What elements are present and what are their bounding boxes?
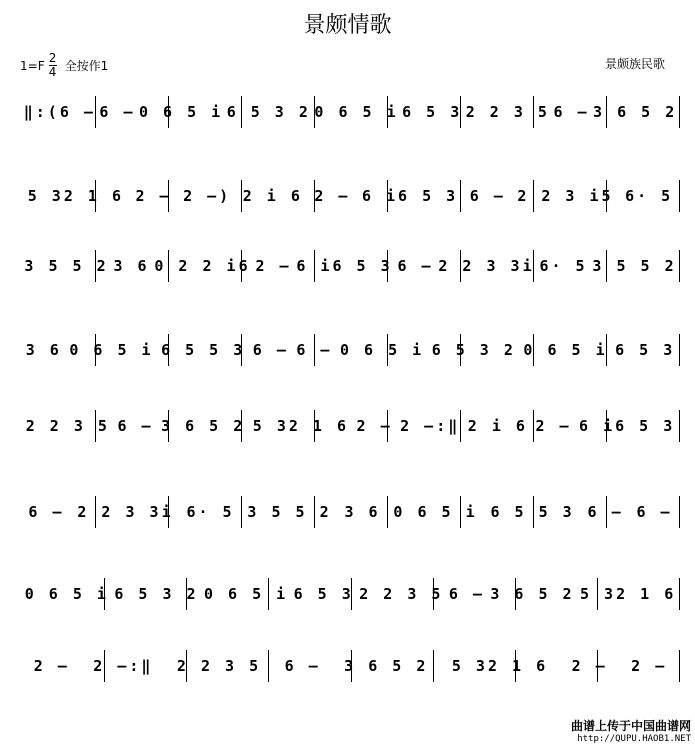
measure: 2 i 6 <box>467 417 528 435</box>
measure: 2 – <box>535 417 572 435</box>
measure-line <box>22 654 679 678</box>
measure: 2 – <box>356 417 393 435</box>
measure: 6 i6 5 3 <box>296 257 393 275</box>
measure: 2 – <box>135 187 172 205</box>
measure: 3 6 <box>113 257 150 275</box>
measure-line <box>22 500 679 524</box>
measure: 0 6 5 i <box>24 585 109 603</box>
measure: 6 5 3 <box>615 341 676 359</box>
measure-line <box>22 582 679 606</box>
measure: 6 5 3 2 <box>431 341 516 359</box>
measure: 6 5 5 3 <box>161 341 246 359</box>
measure: 3 6 5 2 <box>593 103 678 121</box>
measure: 2 – <box>255 257 292 275</box>
measure: 6 5 5 3 <box>490 503 575 521</box>
measure: 2 2 3 5 <box>25 417 110 435</box>
measure: 6 – <box>99 103 136 121</box>
measure: 3 6 <box>25 341 62 359</box>
measure: 6 – <box>553 103 590 121</box>
measure: 0 6 5 i <box>203 585 289 603</box>
measure-line <box>22 100 679 124</box>
time-top: 2 <box>48 51 57 65</box>
key-signature <box>20 52 108 79</box>
barline <box>679 250 680 282</box>
measure: 6 – <box>296 341 333 359</box>
measure: 2 2 3 3i <box>77 503 174 521</box>
measure: 0 2 2 i6 <box>154 257 251 275</box>
measure: 5 32 1 6 <box>252 417 350 435</box>
measure-line <box>22 254 679 278</box>
time-bottom: 4 <box>48 65 57 79</box>
measure: 0 6 5 i <box>339 341 425 359</box>
measure: 6 – <box>636 503 673 521</box>
measure: 2 2 3 5 <box>465 103 550 121</box>
measure: 3 6 5 2 <box>344 657 429 675</box>
score-row <box>22 92 679 132</box>
measure: 6 – <box>117 417 154 435</box>
measure: 6· 5 <box>539 257 588 275</box>
key-label: 1=F <box>20 58 45 73</box>
measure: 6 – <box>469 187 506 205</box>
measure: 2 –:‖ <box>400 417 461 435</box>
score-row <box>22 246 679 286</box>
footer <box>571 720 691 746</box>
measure: 2 2 3 5 <box>176 657 262 675</box>
measure: 3 6 5 2 <box>490 585 575 603</box>
measure: 6 5 3 <box>293 585 354 603</box>
measure: 5 32 1 6 <box>451 657 549 675</box>
measure: 0 6 5 i <box>393 503 478 521</box>
measure: 2 2 3 5 <box>359 585 444 603</box>
measure: 2 2 3 i5 <box>517 187 614 205</box>
measure: 2 –:‖ <box>93 657 154 675</box>
score-row <box>22 492 679 532</box>
measure: 5 32 1 6 <box>580 585 677 603</box>
measure: 6 – <box>587 503 624 521</box>
measure: 3 6 5 2 <box>161 417 246 435</box>
fingering-note: 全按作1 <box>64 59 109 73</box>
footer-url: http://QUPU.HAOB1.NET <box>577 734 691 744</box>
barline <box>679 96 680 128</box>
measure: 6 – <box>397 257 434 275</box>
measure: 6 – <box>284 657 321 675</box>
score-row <box>22 646 679 686</box>
measure: 0 6 5 i <box>523 341 608 359</box>
measure: 6 – <box>448 585 485 603</box>
measure: 2 – <box>571 657 608 675</box>
measure: 6 5 3 2 <box>114 585 199 603</box>
score-row <box>22 574 679 614</box>
barline <box>679 334 680 366</box>
measure: 3 6 <box>344 503 381 521</box>
measure: 2 i 6 <box>242 187 303 205</box>
measure: 2 – <box>314 187 351 205</box>
measure: 6 – <box>252 341 289 359</box>
composer-credit: 景颇族民歌 <box>604 57 665 71</box>
measure: ‖:(6 – <box>23 103 96 121</box>
measure: 2 – <box>33 657 70 675</box>
score-row <box>22 330 679 370</box>
barline <box>679 496 680 528</box>
measure: 2 2 3 3i <box>438 257 535 275</box>
measure: 3 5 5 2 <box>592 257 677 275</box>
footer-site: 曲谱上传于中国曲谱网 <box>570 719 691 733</box>
measure: 0 6 5 i <box>314 103 399 121</box>
score-title: 景颇情歌 <box>303 13 392 38</box>
measure: 6· 5 <box>625 187 674 205</box>
measure: 6 i6 5 3 <box>579 417 676 435</box>
score-row <box>22 406 679 446</box>
measure: 2 –) <box>183 187 232 205</box>
measure: 3 5 5 2 <box>247 503 332 521</box>
measure-line <box>22 338 679 362</box>
barline <box>679 578 680 610</box>
barline <box>679 410 680 442</box>
measure: 6 5 3 <box>402 103 463 121</box>
measure-line <box>22 414 679 438</box>
measure: 0 6 5 i <box>138 103 224 121</box>
measure: 2 – <box>631 657 668 675</box>
measure: 6 – <box>28 503 65 521</box>
score-row <box>22 176 679 216</box>
measure: 6· 5 <box>186 503 235 521</box>
measure: 0 6 5 i <box>69 341 154 359</box>
measure: 6 i6 5 3 <box>361 187 459 205</box>
measure: 6 5 3 2 <box>226 103 311 121</box>
time-signature <box>49 52 57 79</box>
measure: 5 32 1 6 <box>27 187 124 205</box>
measure: 3 5 5 2 <box>24 257 109 275</box>
barline <box>679 650 680 682</box>
measure-line <box>22 184 679 208</box>
barline <box>679 180 680 212</box>
